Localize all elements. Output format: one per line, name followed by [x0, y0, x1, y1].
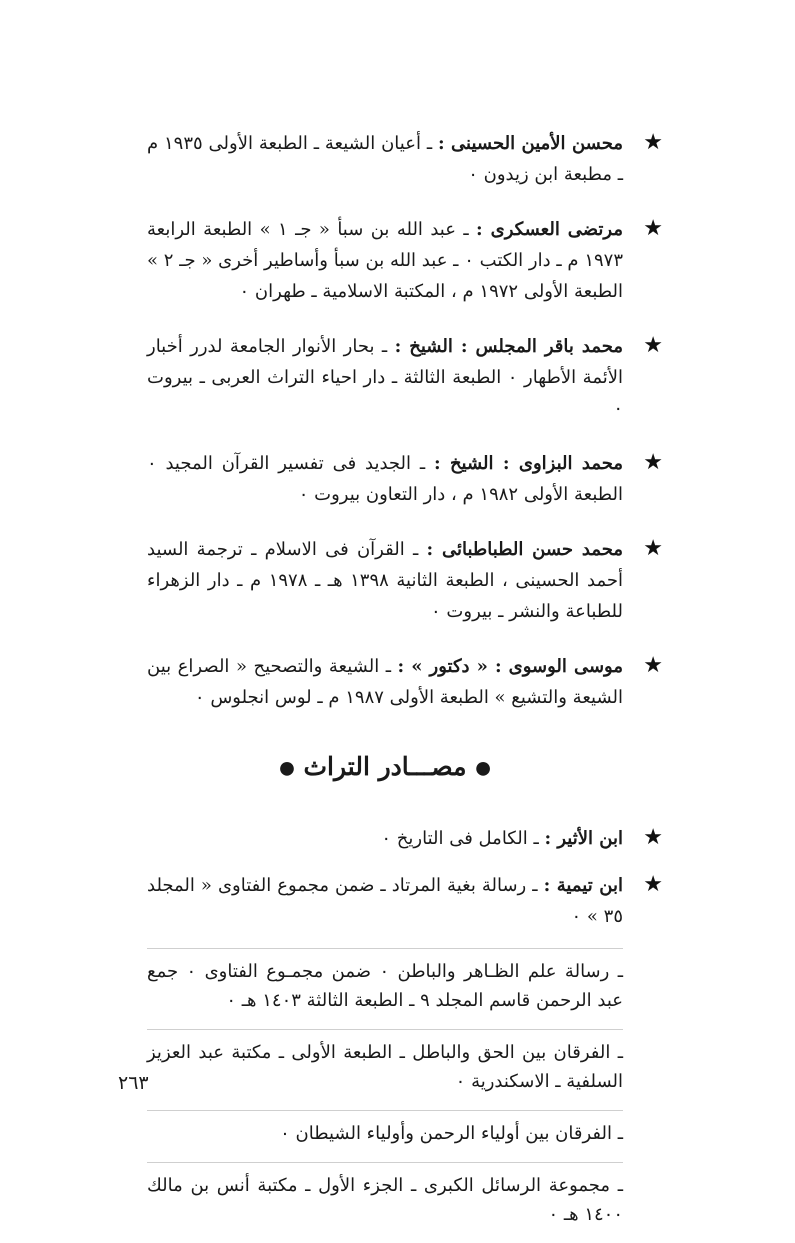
star-bullet-icon: ★: [643, 333, 663, 358]
entry-text: ـ الشيعة والتصحيح « الصراع بين الشيعة والتشيع » الطبعة الأولى ١٩٨٧ م ـ لوس انجلوس ٠: [147, 656, 623, 708]
star-bullet-icon: ★: [643, 130, 663, 155]
bib-entry: [147, 534, 663, 627]
entry-author: مرتضى العسكرى :: [476, 219, 623, 240]
entry-text: ـ القرآن فى الاسلام ـ ترجمة السيد أحمد الحسينى ، الطبعة الثانية ١٣٩٨ هـ ـ ١٩٧٨ م ـ دار الزهراء للطباعة والنشر ـ بيروت ٠: [147, 539, 623, 622]
sub-entry: ـ رسالة علم الظـاهر والباطن ٠ ضمن مجمـوع الفتاوى ٠ جمع عبد الرحمن قاسم المجلد ٩ ـ الطبعة الثالثة ١٤٠٣ هـ ٠: [147, 948, 623, 1015]
bib-entry: [147, 214, 663, 307]
section-heading-text: مصـــادر التراث: [303, 752, 467, 781]
bib-entry: [147, 128, 663, 190]
entry-author: محسن الأمين الحسينى :: [437, 133, 623, 154]
star-bullet-icon: ★: [643, 871, 663, 897]
heading-dot-icon: ●: [279, 757, 295, 779]
entry-text: ـ أعيان الشيعة ـ الطبعة الأولى ١٩٣٥ م ـ مطبعة ابن زيدون ٠: [147, 133, 623, 185]
entry-author: ابن تيمية :: [543, 874, 623, 896]
bib-entry: [147, 448, 663, 510]
star-bullet-icon: ★: [643, 216, 663, 241]
entry-text: ـ بحار الأنوار الجامعة لدرر أخبار الأئمة الأطهار ٠ الطبعة الثالثة ـ دار احياء التراث العربى ـ بيروت ٠: [147, 336, 624, 419]
bib-entry: [147, 651, 663, 713]
star-bullet-icon: ★: [643, 450, 663, 475]
entry-text: ـ عبد الله بن سبأ « جـ ١ » الطبعة الرابعة ١٩٧٣ م ـ دار الكتب ٠ ـ عبد الله بن سبأ وأساطير أخرى « جـ ٢ » الطبعة الأولى ١٩٧٢ م ، المكتبة الاسلامية ـ طهران ٠: [147, 219, 623, 302]
sub-entry: ـ الفرقان بين أولياء الرحمن وأولياء الشيطان ٠: [147, 1110, 623, 1148]
entry-author: ابن الأثير :: [544, 827, 623, 849]
heading-dot-icon: ●: [475, 757, 491, 779]
entry-text: ـ الكامل فى التاريخ ٠: [381, 827, 539, 849]
star-bullet-icon: ★: [643, 824, 663, 850]
sub-entry: ـ الفرقان بين الحق والباطل ـ الطبعة الأولى ـ مكتبة عبد العزيز السلفية ـ الاسكندرية ٠: [147, 1029, 623, 1096]
sub-entry: ـ مجموعة الرسائل الكبرى ـ الجزء الأول ـ مكتبة أنس بن مالك ١٤٠٠ هـ ٠: [147, 1162, 623, 1229]
bib-entry: [147, 331, 663, 424]
bib-entry: [147, 870, 663, 932]
entry-author: محمد البزاوى : الشيخ :: [433, 453, 623, 474]
entry-author: محمد حسن الطباطبائى :: [426, 539, 623, 560]
entry-author: موسى الوسوى : « دكتور » :: [397, 656, 623, 677]
page-number: ٢٦٣: [118, 1072, 149, 1094]
bib-entry: [147, 823, 663, 854]
star-bullet-icon: ★: [643, 653, 663, 678]
entry-author: محمد باقر المجلس : الشيخ :: [394, 336, 623, 357]
entry-text: ـ رسالة بغية المرتاد ـ ضمن مجموع الفتاوى « المجلد ٣٥ » ٠: [147, 874, 623, 927]
bibliography: [147, 128, 663, 1243]
star-bullet-icon: ★: [643, 536, 663, 561]
entry-text: ـ الجديد فى تفسير القرآن المجيد ٠ الطبعة الأولى ١٩٨٢ م ، دار التعاون بيروت ٠: [147, 453, 623, 505]
section-heading: [147, 747, 623, 789]
